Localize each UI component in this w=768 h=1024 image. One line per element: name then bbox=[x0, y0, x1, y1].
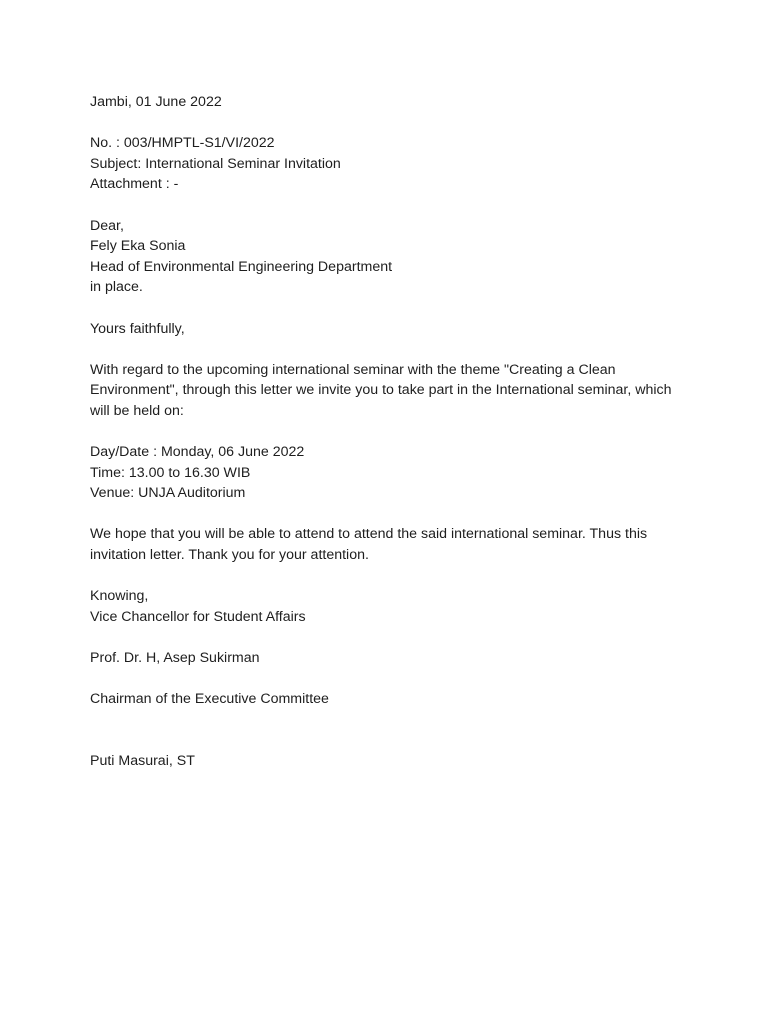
knowing-label: Knowing, bbox=[90, 588, 149, 605]
letter-subject: Subject: International Seminar Invitation bbox=[90, 155, 341, 172]
spacer bbox=[90, 504, 710, 525]
signer-1-title: Vice Chancellor for Student Affairs bbox=[90, 608, 306, 625]
signer-1-name: Prof. Dr. H, Asep Sukirman bbox=[90, 650, 260, 667]
spacer bbox=[90, 710, 710, 751]
spacer bbox=[90, 669, 710, 690]
spacer bbox=[90, 113, 710, 134]
closing-paragraph: We hope that you will be able to attend to attend the said international seminar. Thus this invitation letter. Thank you for your attention. bbox=[90, 526, 648, 564]
event-time: Time: 13.00 to 16.30 WIB bbox=[90, 464, 251, 481]
spacer bbox=[90, 298, 710, 319]
greeting: Yours faithfully, bbox=[90, 320, 185, 337]
event-venue: Venue: UNJA Auditorium bbox=[90, 485, 246, 502]
letter-date: Jambi, 01 June 2022 bbox=[90, 94, 222, 110]
spacer bbox=[90, 422, 710, 443]
salutation: Dear, bbox=[90, 217, 124, 234]
letter-body bbox=[90, 92, 710, 772]
recipient-name: Fely Eka Sonia bbox=[90, 238, 186, 255]
signer-2-name: Puti Masurai, ST bbox=[90, 753, 195, 769]
signer-2-title: Chairman of the Executive Committee bbox=[90, 691, 329, 708]
recipient-place: in place. bbox=[90, 279, 143, 296]
spacer bbox=[90, 339, 710, 360]
letter-attachment: Attachment : - bbox=[90, 176, 179, 193]
intro-paragraph: With regard to the upcoming international seminar with the theme "Creating a Clean Environment", through this letter we invite you to take part in the International seminar, which will be held on: bbox=[90, 361, 672, 419]
event-day-date: Day/Date : Monday, 06 June 2022 bbox=[90, 444, 305, 461]
spacer bbox=[90, 566, 710, 587]
spacer bbox=[90, 627, 710, 648]
letter-number: No. : 003/HMPTL-S1/VI/2022 bbox=[90, 135, 275, 152]
recipient-title: Head of Environmental Engineering Department bbox=[90, 258, 393, 275]
spacer bbox=[90, 195, 710, 216]
